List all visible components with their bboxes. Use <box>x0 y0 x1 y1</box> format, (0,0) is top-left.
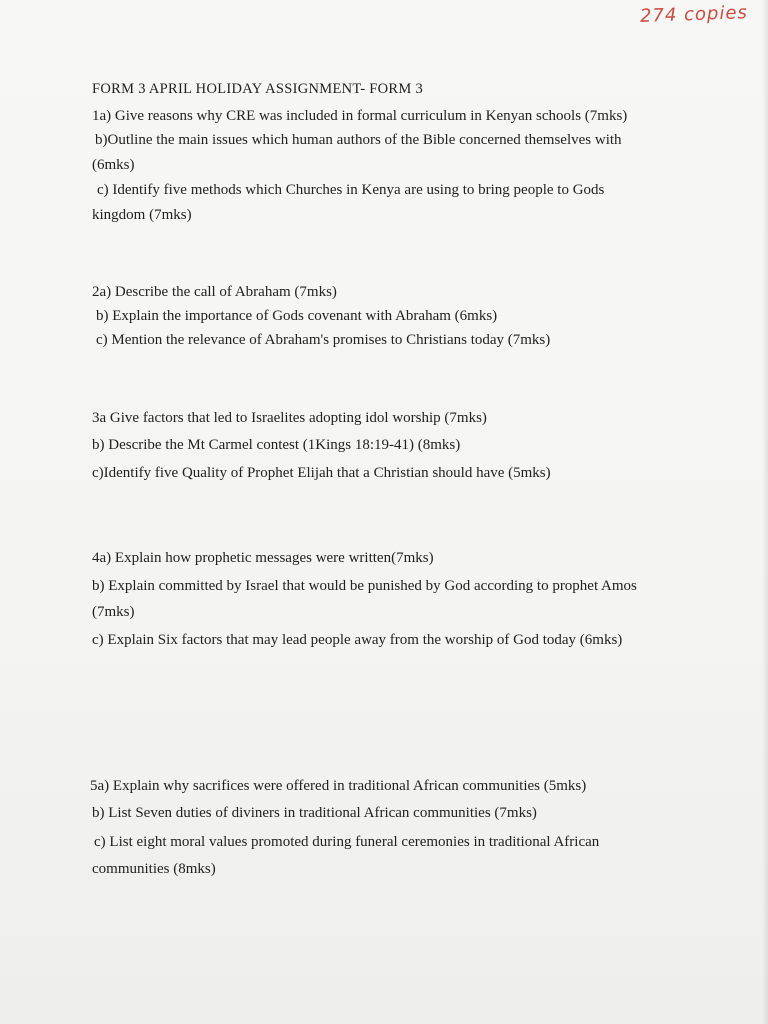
q5-part-b: b) List Seven duties of diviners in traditional African communities (7mks) <box>92 805 537 821</box>
q1-part-c-line2: kingdom (7mks) <box>92 207 192 223</box>
q4-part-c: c) Explain Six factors that may lead people away from the worship of God today (6mks) <box>92 632 623 648</box>
scan-edge-shadow <box>762 0 768 1024</box>
q2-part-b: b) Explain the importance of Gods covenant with Abraham (6mks) <box>96 308 498 324</box>
q1-part-b-line2: (6mks) <box>92 157 135 173</box>
q2-part-a: 2a) Describe the call of Abraham (7mks) <box>92 284 337 300</box>
q4-part-b-line2: (7mks) <box>92 604 135 620</box>
q2-part-c: c) Mention the relevance of Abraham's promises to Christians today (7mks) <box>96 332 551 348</box>
q4-part-a: 4a) Explain how prophetic messages were written(7mks) <box>92 550 434 566</box>
q1-part-b-line1: b)Outline the main issues which human authors of the Bible concerned themselves with <box>95 132 622 148</box>
q4-part-b-line1: b) Explain committed by Israel that would be punished by God according to prophet Amos <box>92 578 637 594</box>
q5-part-c-line1: c) List eight moral values promoted during funeral ceremonies in traditional African <box>94 834 600 850</box>
q3-part-a: 3a Give factors that led to Israelites adopting idol worship (7mks) <box>92 410 487 426</box>
q3-part-b: b) Describe the Mt Carmel contest (1Kings 18:19-41) (8mks) <box>92 437 461 453</box>
q5-part-c-line2: communities (8mks) <box>92 861 216 877</box>
handwritten-copies-note: 274 copies <box>639 2 749 27</box>
q5-part-a: 5a) Explain why sacrifices were offered in traditional African communities (5mks) <box>90 778 587 794</box>
q1-part-c-line1: c) Identify five methods which Churches in Kenya are using to bring people to Gods <box>97 182 605 198</box>
q3-part-c: c)Identify five Quality of Prophet Elijah that a Christian should have (5mks) <box>92 465 551 481</box>
assignment-title: FORM 3 APRIL HOLIDAY ASSIGNMENT- FORM 3 <box>92 81 424 97</box>
q1-part-a: 1a) Give reasons why CRE was included in formal curriculum in Kenyan schools (7mks) <box>92 108 628 124</box>
